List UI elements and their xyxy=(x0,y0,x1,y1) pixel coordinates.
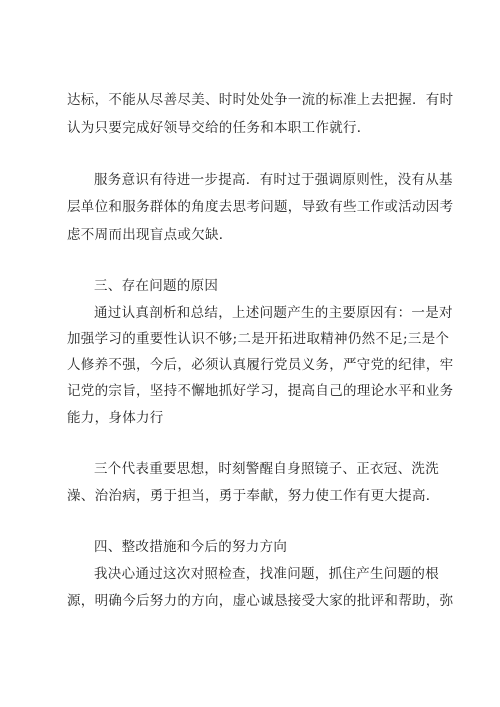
text-line: 澡、治治病，勇于担当，勇于奉献，努力使工作有更大提高． xyxy=(67,488,440,504)
text-line: 虑不周而出现盲点或欠缺． xyxy=(67,227,233,243)
text-line: 能力，身体力行 xyxy=(67,410,164,426)
text-line: 认为只要完成好领导交给的任务和本职工作就行． xyxy=(67,120,371,136)
text-line: 通过认真剖析和总结，上述问题产生的主要原因有：一是对 xyxy=(94,305,453,321)
text-line: 记党的宗旨，坚持不懈地抓好学习，提高自己的理论水平和业务 xyxy=(67,383,454,399)
text-line: 层单位和服务群体的角度去思考问题，导致有些工作或活动因考 xyxy=(67,199,454,215)
text-line: 人修养不强，今后，必须认真履行党员义务，严守党的纪律，牢 xyxy=(67,357,454,373)
text-line: 三个代表重要思想，时刻警醒自身照镜子、正衣冠、洗洗 xyxy=(94,461,439,477)
text-line: 源，明确今后努力的方向，虚心诚恳接受大家的批评和帮助，弥 xyxy=(67,593,454,609)
section-heading: 四、整改措施和今后的努力方向 xyxy=(94,539,288,555)
text-line: 服务意识有待进一步提高．有时过于强调原则性，没有从基 xyxy=(94,172,453,188)
text-line: 达标，不能从尽善尽美、时时处处争一流的标准上去把握．有时 xyxy=(67,92,454,108)
text-line: 我决心通过这次对照检查，找准问题，抓住产生问题的根 xyxy=(94,566,439,582)
text-line: 加强学习的重要性认识不够;二是开拓进取精神仍然不足;三是个 xyxy=(67,331,450,347)
section-heading: 三、存在问题的原因 xyxy=(94,278,219,294)
